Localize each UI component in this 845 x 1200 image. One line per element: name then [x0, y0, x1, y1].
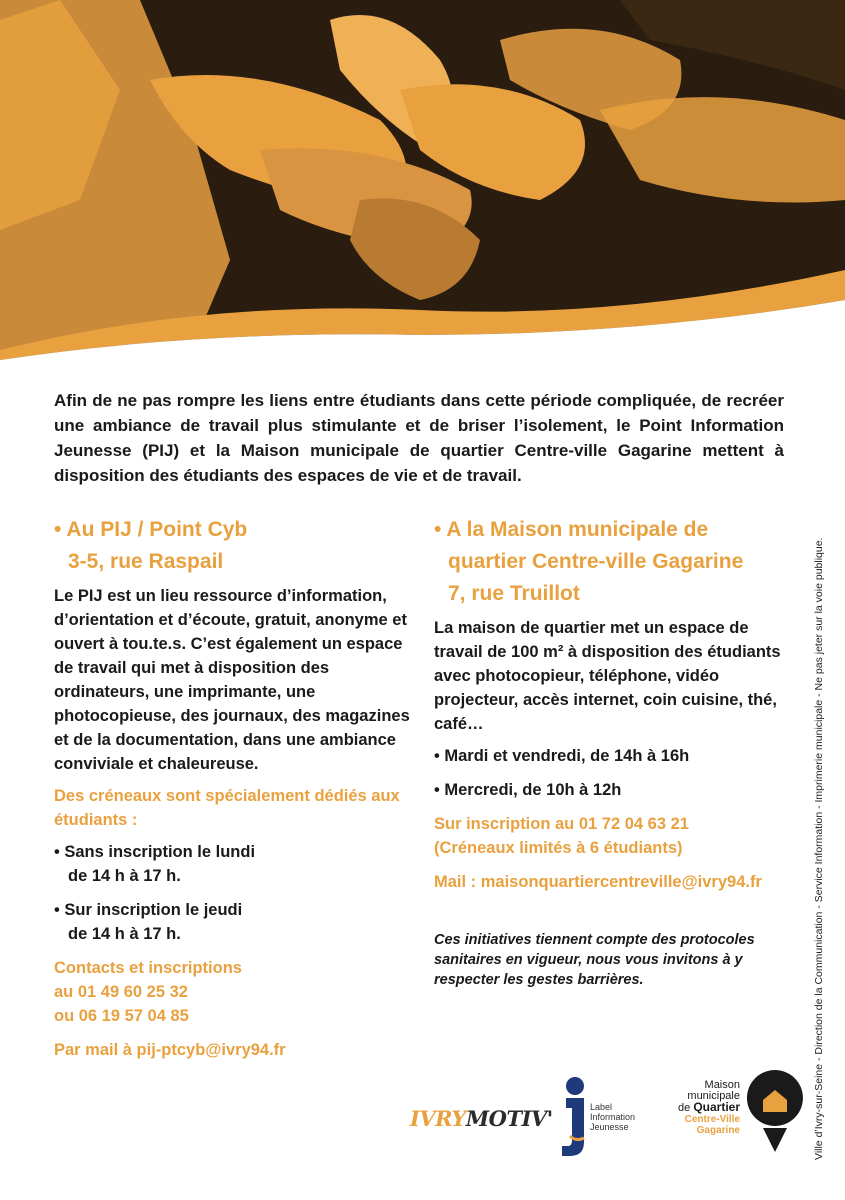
maison-logo-text: [648, 1080, 740, 1136]
slot-time: de 14 h à 17 h.: [68, 867, 181, 885]
maison-logo-line: de: [678, 1102, 691, 1114]
pij-heading-title: • Au PIJ / Point Cyb: [54, 518, 248, 541]
maison-inscription: [434, 812, 794, 860]
maison-column: [434, 514, 794, 990]
pij-heading-address: 3-5, rue Raspail: [68, 550, 224, 573]
maison-description: La maison de quartier met un espace de travail de 100 m² à disposition des étudiants avec photocopieur, téléphone, vidéo projecteur, accès internet, coin cuisine, thé, café…: [434, 619, 781, 733]
ivry-logo-text-a: IVRY: [410, 1106, 466, 1131]
pij-heading: [54, 514, 414, 578]
list-item: [54, 898, 414, 946]
maison-quartier-logo: [648, 1080, 808, 1170]
maison-logo-line: Quartier: [693, 1100, 740, 1114]
slot-day: • Sur inscription le jeudi: [54, 901, 243, 919]
hero-image: [0, 0, 845, 360]
maison-logo-line: municipale: [687, 1090, 740, 1102]
ivry-logo-text-b: MOTIV': [465, 1106, 553, 1131]
list-item: • Mardi et vendredi, de 14h à 16h: [434, 747, 690, 765]
pij-column: [54, 514, 414, 1062]
list-item: • Mercredi, de 10h à 12h: [434, 781, 622, 799]
pij-label-logo: [558, 1076, 658, 1156]
maison-logo-line: Centre-Ville: [684, 1114, 740, 1125]
pij-contacts-title: Contacts et inscriptions: [54, 959, 242, 977]
hands-illustration: [0, 0, 845, 360]
pij-phone-1[interactable]: au 01 49 60 25 32: [54, 983, 188, 1001]
maison-heading-title-2: quartier Centre-ville Gagarine: [448, 550, 744, 573]
pij-slots-title: Des créneaux sont spécialement dédiés aux étudiants :: [54, 787, 400, 829]
pij-contacts: [54, 956, 414, 1028]
pij-slots-list: [54, 840, 414, 946]
maison-logo-line: Maison: [704, 1079, 740, 1091]
pij-mail[interactable]: Par mail à pij-ptcyb@ivry94.fr: [54, 1041, 286, 1059]
house-pin-icon: [745, 1068, 805, 1158]
maison-heading-title: • A la Maison municipale de: [434, 518, 709, 541]
logo-bar: [400, 1068, 800, 1168]
pij-label-line: Jeunesse: [590, 1122, 629, 1132]
maison-logo-line: Gagarine: [696, 1125, 740, 1136]
pij-label-line: Label: [590, 1102, 613, 1112]
pij-phone-2[interactable]: ou 06 19 57 04 85: [54, 1007, 189, 1025]
maison-limit: (Créneaux limités à 6 étudiants): [434, 839, 683, 857]
list-item: [54, 840, 414, 888]
maison-hours-list: [434, 744, 794, 802]
pij-description: Le PIJ est un lieu ressource d’information, d’orientation et d’écoute, gratuit, anonyme et ouvert à tou.te.s. C’est également un espace de travail qui met à disposition des ordinateurs, une imprimante, une photocopieuse, des journaux, des magazines et de la documentation, dans une ambiance conviviale et chaleureuse.: [54, 587, 410, 773]
maison-phone[interactable]: Sur inscription au 01 72 04 63 21: [434, 815, 689, 833]
slot-time: de 14 h à 17 h.: [68, 925, 181, 943]
info-i-icon: [558, 1076, 592, 1158]
pij-label-text: [590, 1102, 635, 1132]
legal-side-text: Ville d’Ivry-sur-Seine - Direction de la Communication - Service Information - Imprimerie municipale - Ne pas jeter sur la voie publique.: [813, 537, 825, 1160]
pij-label-line: Information: [590, 1112, 636, 1122]
maison-mail[interactable]: Mail : maisonquartiercentreville@ivry94.fr: [434, 873, 762, 891]
intro-text: Afin de ne pas rompre les liens entre étudiants dans cette période compliquée, de recréer une ambiance de travail plus stimulante et de briser l’isolement, le Point Information Jeunesse (PIJ) et la Maison municipale de quartier Centre-ville Gagarine mettent à disposition des étudiants des espaces de vie et de travail.: [54, 391, 784, 485]
sanitary-note: Ces initiatives tiennent compte des protocoles sanitaires en vigueur, nous vous invitons à y respecter les gestes barrières.: [434, 932, 755, 988]
ivry-motiv-logo: [410, 1106, 553, 1131]
maison-heading-address: 7, rue Truillot: [448, 582, 580, 605]
maison-heading: [434, 514, 794, 610]
slot-day: • Sans inscription le lundi: [54, 843, 256, 861]
